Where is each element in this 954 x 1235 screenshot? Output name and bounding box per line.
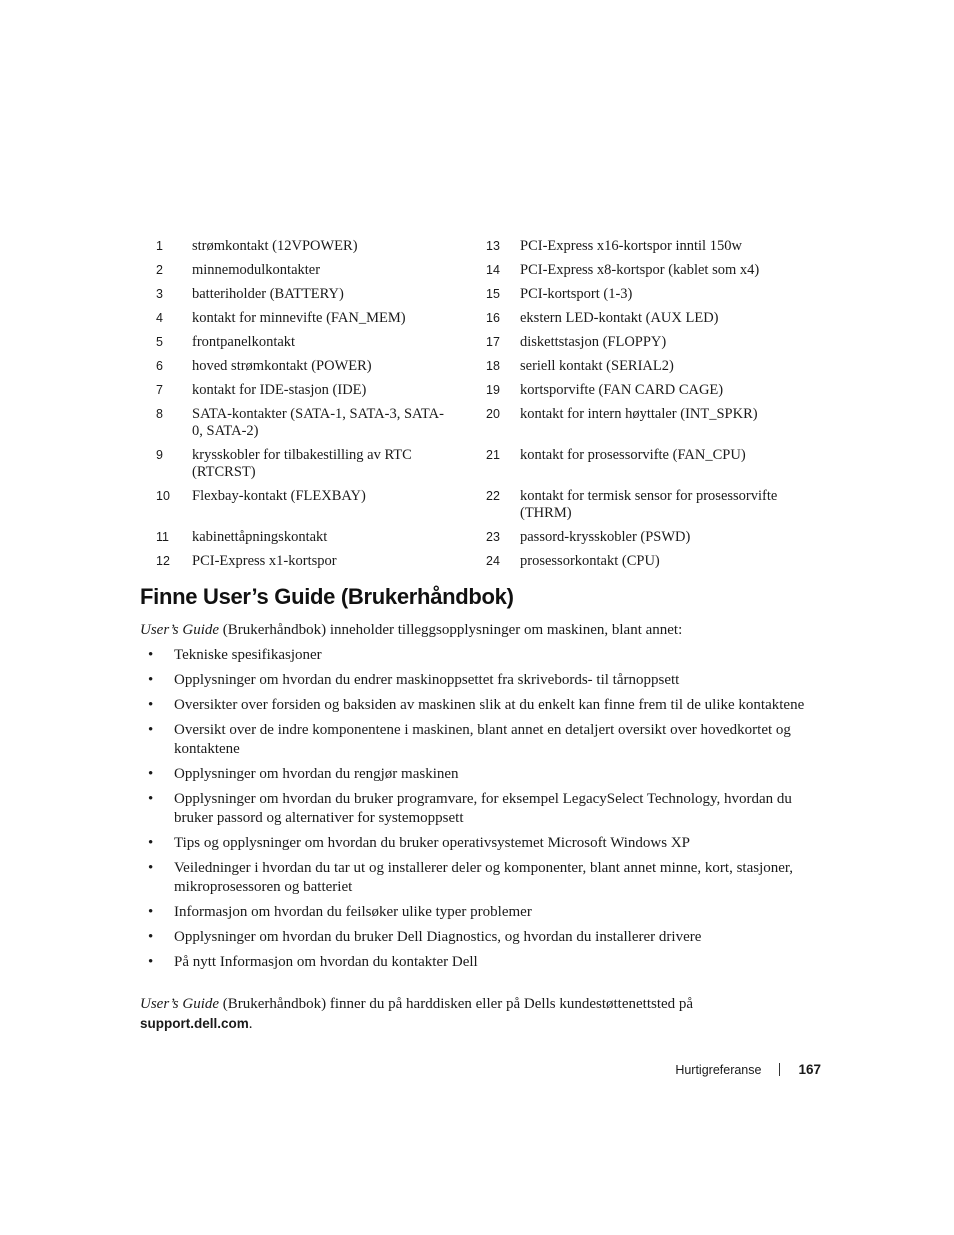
legend-row — [150, 262, 810, 279]
legend-cell-right — [480, 447, 810, 464]
legend-number: 3 — [156, 287, 163, 301]
outro-paragraph — [140, 995, 740, 1034]
legend-label: Flexbay-kontakt (FLEXBAY) — [192, 488, 366, 504]
intro-text: (Brukerhåndbok) inneholder tilleggsopplysninger om maskinen, blant annet: — [219, 622, 683, 638]
legend-number: 11 — [156, 530, 169, 544]
list-item-text: Informasjon om hvordan du feilsøker ulike typer problemer — [174, 904, 532, 920]
list-item-text: Opplysninger om hvordan du bruker programvare, for eksempel LegacySelect Technology, hvordan du bruker passord og alternativer for systemoppsett — [174, 791, 792, 826]
legend-number: 18 — [486, 359, 500, 373]
list-item-text: Veiledninger i hvordan du tar ut og installerer deler og komponenter, blant annet minne, kort, stasjoner, mikroprosessoren og batteriet — [174, 860, 794, 895]
legend-label: prosessorkontakt (CPU) — [520, 553, 660, 569]
list-item — [140, 765, 820, 784]
legend-number: 20 — [486, 407, 500, 421]
legend-number: 2 — [156, 263, 163, 277]
legend-label: passord-krysskobler (PSWD) — [520, 529, 691, 545]
legend-cell-left — [150, 358, 480, 375]
intro-guide-title: User’s Guide — [140, 622, 220, 638]
list-item-text: Opplysninger om hvordan du bruker Dell Diagnostics, og hvordan du installerer drivere — [174, 929, 702, 945]
legend-row — [150, 382, 810, 399]
legend-number: 8 — [156, 407, 163, 421]
legend-number: 10 — [156, 489, 170, 503]
legend-label: strømkontakt (12VPOWER) — [192, 238, 358, 254]
legend-cell-left — [150, 488, 480, 505]
legend-row — [150, 488, 810, 522]
legend-label: minnemodulkontakter — [192, 262, 321, 278]
list-item — [140, 859, 820, 897]
legend-label: PCI-kortsport (1-3) — [520, 286, 633, 302]
legend-number: 15 — [486, 287, 500, 301]
bullet-icon: • — [148, 647, 154, 663]
legend-cell-right — [480, 382, 810, 399]
legend-number: 16 — [486, 311, 500, 325]
bullet-icon: • — [148, 722, 154, 738]
legend-label: kontakt for intern høyttaler (INT_SPKR) — [520, 406, 758, 422]
legend-number: 7 — [156, 383, 163, 397]
outro-text: (Brukerhåndbok) finner du på harddisken eller på Dells kundestøttenettsted på — [219, 996, 694, 1012]
legend-label: batteriholder (BATTERY) — [192, 286, 344, 302]
legend-label: PCI-Express x8-kortspor (kablet som x4) — [520, 262, 760, 278]
list-item-text: På nytt Informasjon om hvordan du kontakter Dell — [174, 954, 478, 970]
legend-number: 4 — [156, 311, 163, 325]
legend-cell-left — [150, 447, 480, 481]
list-item-text: Oversikter over forsiden og baksiden av maskinen slik at du enkelt kan finne frem til de ulike kontaktene — [174, 697, 805, 713]
legend-number: 21 — [486, 448, 500, 462]
legend-cell-left — [150, 382, 480, 399]
legend-cell-right — [480, 238, 810, 255]
bullet-icon: • — [148, 672, 154, 688]
legend-cell-left — [150, 310, 480, 327]
legend-label: kontakt for minnevifte (FAN_MEM) — [192, 310, 406, 326]
footer-separator — [779, 1063, 780, 1076]
bullet-icon: • — [148, 904, 154, 920]
legend-number: 19 — [486, 383, 500, 397]
bullet-icon: • — [148, 954, 154, 970]
legend-label: diskettstasjon (FLOPPY) — [520, 334, 667, 350]
legend-number: 9 — [156, 448, 163, 462]
legend-cell-left — [150, 286, 480, 303]
legend-cell-left — [150, 334, 480, 351]
list-item — [140, 671, 820, 690]
legend-label: kortsporvifte (FAN CARD CAGE) — [520, 382, 724, 398]
list-item-text: Oversikt over de indre komponentene i maskinen, blant annet en detaljert oversikt over hovedkortet og kontaktene — [174, 722, 791, 757]
feature-list — [140, 646, 820, 978]
legend-cell-right — [480, 488, 810, 522]
legend-number: 1 — [156, 239, 163, 253]
list-item — [140, 834, 820, 853]
list-item-text: Opplysninger om hvordan du rengjør maskinen — [174, 766, 459, 782]
bullet-icon: • — [148, 860, 154, 876]
legend-label: ekstern LED-kontakt (AUX LED) — [520, 310, 719, 326]
legend-cell-right — [480, 334, 810, 351]
outro-end: . — [248, 1016, 253, 1032]
page-footer — [600, 1062, 821, 1077]
list-item — [140, 721, 820, 759]
legend-number: 23 — [486, 530, 500, 544]
list-item — [140, 953, 820, 972]
legend-cell-left — [150, 238, 480, 255]
legend-number: 12 — [156, 554, 170, 568]
legend-row — [150, 529, 810, 546]
legend-label: frontpanelkontakt — [192, 334, 296, 350]
legend-number: 14 — [486, 263, 500, 277]
legend-cell-left — [150, 529, 480, 546]
legend-row — [150, 238, 810, 255]
legend-number: 6 — [156, 359, 163, 373]
legend-number: 13 — [486, 239, 500, 253]
bullet-icon: • — [148, 791, 154, 807]
page-number: 167 — [798, 1062, 821, 1077]
legend-cell-right — [480, 529, 810, 546]
support-link[interactable]: support.dell.com — [140, 1016, 249, 1031]
legend-cell-left — [150, 553, 480, 570]
legend-row — [150, 334, 810, 351]
legend-cell-right — [480, 406, 810, 423]
legend-cell-left — [150, 406, 480, 440]
legend-row — [150, 358, 810, 375]
legend-number: 24 — [486, 554, 500, 568]
legend-cell-right — [480, 310, 810, 327]
legend-number: 17 — [486, 335, 500, 349]
list-item — [140, 903, 820, 922]
bullet-icon: • — [148, 697, 154, 713]
bullet-icon: • — [148, 766, 154, 782]
bullet-icon: • — [148, 929, 154, 945]
legend-row — [150, 310, 810, 327]
legend-label: kontakt for prosessorvifte (FAN_CPU) — [520, 447, 746, 463]
legend-label: krysskobler for tilbakestilling av RTC (RTCRST) — [192, 447, 412, 480]
legend-label: PCI-Express x16-kortspor inntil 150w — [520, 238, 742, 254]
legend-number: 22 — [486, 489, 500, 503]
legend-label: kontakt for termisk sensor for prosessorvifte (THRM) — [520, 488, 778, 521]
bullet-icon: • — [148, 835, 154, 851]
list-item-text: Opplysninger om hvordan du endrer maskinoppsettet fra skrivebords- til tårnoppsett — [174, 672, 680, 688]
connector-legend-table — [150, 238, 810, 577]
list-item — [140, 646, 820, 665]
legend-label: kabinettåpningskontakt — [192, 529, 328, 545]
legend-cell-right — [480, 358, 810, 375]
section-heading: Finne User’s Guide (Brukerhåndbok) — [140, 584, 514, 609]
legend-row — [150, 286, 810, 303]
list-item — [140, 790, 820, 828]
intro-paragraph — [140, 621, 820, 640]
legend-cell-left — [150, 262, 480, 279]
legend-label: SATA-kontakter (SATA-1, SATA-3, SATA-0, SATA-2) — [192, 406, 444, 439]
legend-label: PCI-Express x1-kortspor — [192, 553, 337, 569]
legend-row — [150, 447, 810, 481]
legend-row — [150, 406, 810, 440]
outro-guide-title: User’s Guide — [140, 996, 220, 1012]
list-item-text: Tekniske spesifikasjoner — [174, 647, 322, 663]
footer-section-name: Hurtigreferanse — [675, 1062, 762, 1077]
legend-row — [150, 553, 810, 570]
legend-number: 5 — [156, 335, 163, 349]
legend-label: kontakt for IDE-stasjon (IDE) — [192, 382, 367, 398]
list-item — [140, 696, 820, 715]
list-item — [140, 928, 820, 947]
legend-cell-right — [480, 262, 810, 279]
legend-cell-right — [480, 286, 810, 303]
legend-label: hoved strømkontakt (POWER) — [192, 358, 372, 374]
list-item-text: Tips og opplysninger om hvordan du bruker operativsystemet Microsoft Windows XP — [174, 835, 691, 851]
legend-cell-right — [480, 553, 810, 570]
legend-label: seriell kontakt (SERIAL2) — [520, 358, 674, 374]
